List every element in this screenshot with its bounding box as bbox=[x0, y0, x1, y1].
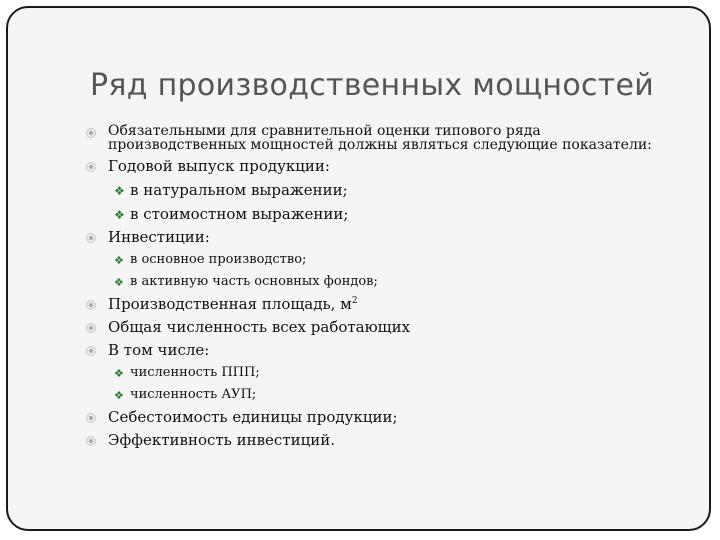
round-bullet-icon bbox=[86, 128, 96, 138]
sub-list-item-text: в активную часть основных фондов; bbox=[130, 274, 378, 289]
diamond-bullet-icon: ❖ bbox=[114, 184, 125, 198]
sub-list-item-text: численность ППП; bbox=[130, 365, 260, 380]
list-item-text: В том числе: bbox=[108, 341, 210, 359]
unit-superscript: 2 bbox=[351, 296, 358, 306]
round-bullet-icon bbox=[86, 233, 96, 243]
diamond-bullet-icon: ❖ bbox=[114, 276, 124, 289]
sub-list-item bbox=[82, 205, 682, 223]
sub-list-item bbox=[82, 387, 682, 403]
diamond-bullet-icon: ❖ bbox=[114, 367, 124, 380]
list-item-text: Общая численность всех работающих bbox=[108, 318, 411, 336]
list-item bbox=[82, 296, 682, 313]
diamond-bullet-icon: ❖ bbox=[114, 254, 124, 267]
sub-list-item-text: численность АУП; bbox=[130, 387, 257, 402]
list-item bbox=[82, 124, 682, 152]
list-item bbox=[82, 432, 682, 449]
area-label: Производственная площадь, м bbox=[108, 295, 352, 313]
list-item bbox=[82, 319, 682, 336]
list-item bbox=[82, 342, 682, 359]
round-bullet-icon bbox=[86, 346, 96, 356]
list-item-text: Себестоимость единицы продукции; bbox=[108, 408, 398, 426]
sub-list-item-text: в натуральном выражении; bbox=[130, 181, 348, 199]
sub-list-item bbox=[82, 181, 682, 199]
diamond-bullet-icon: ❖ bbox=[114, 389, 124, 402]
list-item bbox=[82, 409, 682, 426]
sub-list-item bbox=[82, 274, 682, 290]
slide-content bbox=[82, 124, 682, 455]
slide-frame bbox=[6, 6, 711, 531]
list-item bbox=[82, 229, 682, 246]
slide-title: Ряд производственных мощностей bbox=[90, 68, 655, 103]
round-bullet-icon bbox=[86, 323, 96, 333]
list-item-text: Эффективность инвестиций. bbox=[108, 431, 336, 449]
list-item bbox=[82, 158, 682, 175]
round-bullet-icon bbox=[86, 162, 96, 172]
list-item-text: Инвестиции: bbox=[108, 228, 210, 246]
list-item-text: Обязательными для сравнительной оценки типового ряда производственных мощностей должны являться следующие показатели: bbox=[108, 123, 652, 153]
list-item-text bbox=[108, 296, 682, 313]
sub-list-item bbox=[82, 365, 682, 381]
list-item-text: Годовой выпуск продукции: bbox=[108, 157, 330, 175]
round-bullet-icon bbox=[86, 300, 96, 310]
sub-list-item-text: в стоимостном выражении; bbox=[130, 205, 349, 223]
sub-list-item-text: в основное производство; bbox=[130, 252, 307, 267]
sub-list-item bbox=[82, 252, 682, 268]
diamond-bullet-icon: ❖ bbox=[114, 208, 125, 222]
round-bullet-icon bbox=[86, 436, 96, 446]
round-bullet-icon bbox=[86, 413, 96, 423]
